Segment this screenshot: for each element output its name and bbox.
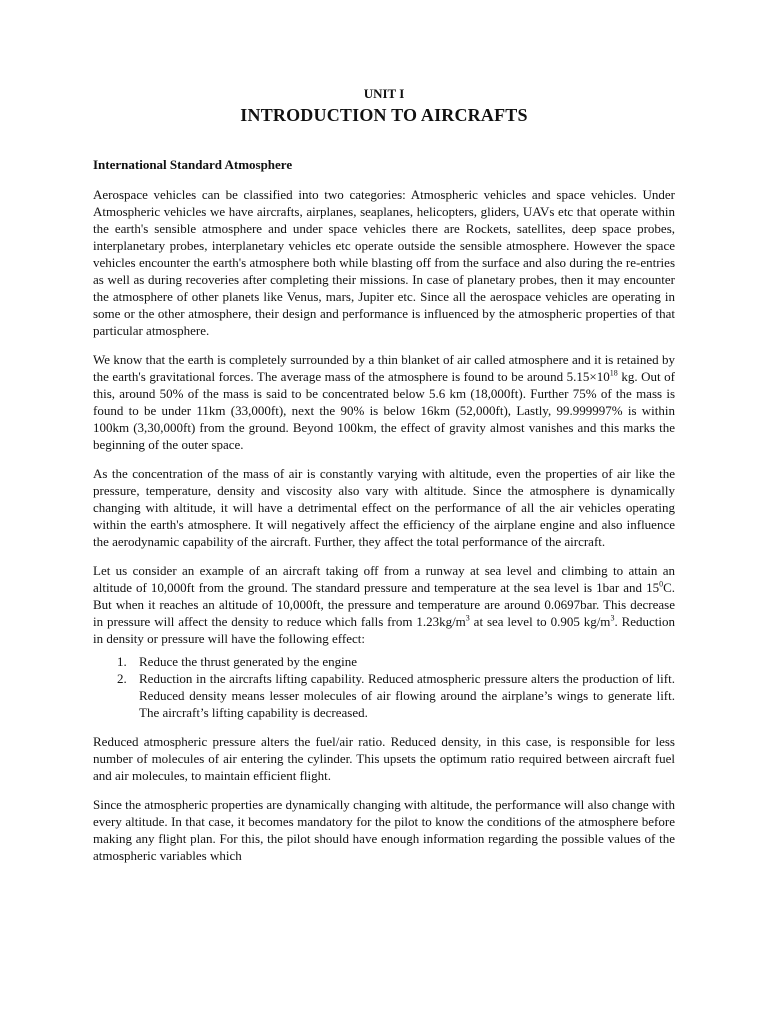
paragraph-performance-altitude: Since the atmospheric properties are dynamically changing with altitude, the performance will also change with every altitude. In that case, it becomes mandatory for the pilot to know the conditions of the atmosphere before making any flight plan. For this, the pilot should have enough information regarding the possible values of the atmospheric variables which xyxy=(93,797,675,863)
section-heading: International Standard Atmosphere xyxy=(93,157,293,172)
superscript: 18 xyxy=(609,368,618,378)
list-item xyxy=(93,670,675,721)
superscript: 0 xyxy=(659,579,664,589)
text-span: C. But when it reaches an altitude of 10,000ft, the pressure and temperature are around 0.0697bar. This decrease in pressure will affect the density to reduce which falls from 1.23kg/m xyxy=(93,580,675,629)
list-text: Reduction in the aircrafts lifting capability. Reduced atmospheric pressure alters the production of lift. Reduced density means lesser molecules of air flowing around the airplane’s wings to generate lift. The aircraft’s lifting capability is decreased. xyxy=(139,671,675,720)
paragraph-vehicle-classification: Aerospace vehicles can be classified into two categories: Atmospheric vehicles and space vehicles. Under Atmospheric vehicles we have aircrafts, airplanes, seaplanes, helicopters, gliders, UAVs etc that operate within the earth's sensible atmosphere and under space vehicles there are Rockets, satellites, deep space probes, interplanetary probes, interplanetary vehicles etc operate outside the sensible atmosphere. However the space vehicles encounter the earth's atmosphere both while blasting off from the surface and also during the re-entries as well as during recoveries after completing their missions. In case of planetary probes, then it may encounter the atmosphere of other planets like Venus, mars, Jupiter etc. Since all the aerospace vehicles are operating in some or the other atmosphere, their design and performance is influenced by the atmospheric properties of that particular atmosphere. xyxy=(93,187,675,338)
text-span: Let us consider an example of an aircraft taking off from a runway at sea level and climbing to attain an altitude of 10,000ft from the ground. The standard pressure and temperature at the sea level is 1bar and 15 xyxy=(93,563,675,595)
list-number: 1. xyxy=(117,654,127,669)
text-span: . Reduction in density or pressure will have the following effect: xyxy=(93,614,676,646)
list-text: Reduce the thrust generated by the engine xyxy=(139,654,358,669)
paragraph-fuel-air-ratio: Reduced atmospheric pressure alters the fuel/air ratio. Reduced density, in this case, is responsible for less number of molecules of air entering the cylinder. This upsets the optimum ratio required between aircraft fuel and air molecules, to maintain efficient flight. xyxy=(93,734,675,783)
effects-list xyxy=(93,653,675,721)
unit-label: UNIT I xyxy=(363,86,405,101)
list-number: 2. xyxy=(117,671,127,686)
text-span: at sea level to 0.905 kg/m xyxy=(469,614,611,629)
text-span: kg. Out of this, around 50% of the mass is said to be concentrated below 5.6 km (18,000ft). Further 75% of the mass is found to be under 11km (33,000ft), next the 90% is below 16km (52,000ft), Lastly, 99.999997% is within 100km (3,30,000ft) from the ground. Beyond 100km, the effect of gravity almost vanishes and this marks the beginning of the outer space. xyxy=(93,369,675,452)
paragraph-atmosphere-mass xyxy=(93,351,675,453)
superscript: 3 xyxy=(610,613,615,623)
text-span: We know that the earth is completely surrounded by a thin blanket of air called atmosphere and it is retained by the earth's gravitational forces. The average mass of the atmosphere is found to be around 5.15×10 xyxy=(93,352,675,384)
paragraph-property-variation: As the concentration of the mass of air is constantly varying with altitude, even the properties of air like the pressure, temperature, density and viscosity also vary with altitude. Since the atmosphere is dynamically changing with altitude, it will have a detrimental effect on the performance of all the air vehicles operating within the earth's atmosphere. It will negatively affect the efficiency of the airplane engine and also influence the aerodynamic capability of the aircraft. Further, they affect the total performance of the aircraft. xyxy=(93,466,675,549)
superscript: 3 xyxy=(465,613,470,623)
page-title: INTRODUCTION TO AIRCRAFTS xyxy=(240,105,528,125)
list-item xyxy=(93,653,675,670)
paragraph-takeoff-example xyxy=(93,562,675,647)
